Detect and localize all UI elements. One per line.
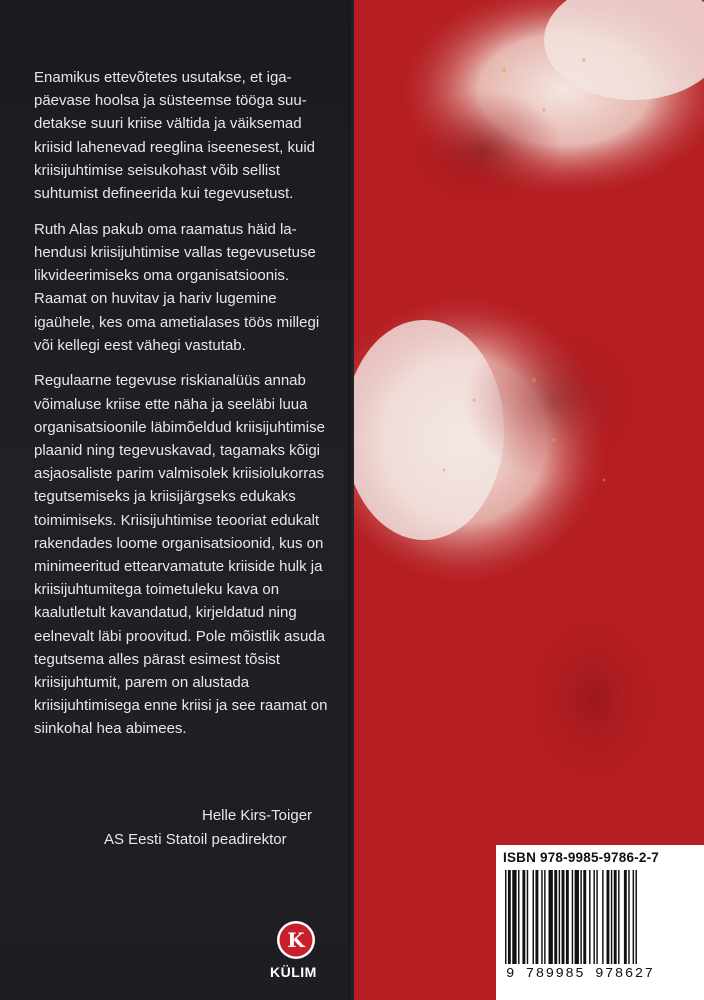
barcode-bar (508, 870, 511, 964)
barcode (503, 870, 695, 966)
barcode-bar (518, 870, 519, 964)
barcode-bar (562, 870, 565, 964)
barcode-bar (572, 870, 573, 964)
barcode-bar (549, 870, 553, 964)
barcode-bar (544, 870, 545, 964)
barcode-bar (533, 870, 534, 964)
isbn-number: ISBN 978-9985-9786-2-7 (503, 850, 659, 865)
barcode-bar (628, 870, 629, 964)
barcode-bar (559, 870, 560, 964)
barcode-bar (607, 870, 610, 964)
barcode-digits: 9 789985 978627 (506, 966, 655, 982)
barcode-bar (505, 870, 506, 964)
barcode-bar (611, 870, 612, 964)
barcode-bar (522, 870, 525, 964)
barcode-bar (575, 870, 579, 964)
barcode-bar (535, 870, 538, 964)
publisher-name: KÜLIM (270, 964, 317, 980)
barcode-bar (624, 870, 627, 964)
barcode-bar (633, 870, 634, 964)
blurb-text (34, 66, 330, 753)
barcode-bar (527, 870, 528, 964)
barcode-bar (512, 870, 516, 964)
barcode-bar (602, 870, 603, 964)
barcode-bar (580, 870, 581, 964)
signature-name: Helle Kirs-Toiger (202, 807, 313, 824)
barcode-bar (636, 870, 637, 964)
barcode-bar (583, 870, 586, 964)
barcode-bar (596, 870, 597, 964)
barcode-bar (614, 870, 617, 964)
signature-title: AS Eesti Statoil peadirektor (104, 831, 287, 848)
barcode-bar (593, 870, 594, 964)
blurb-paragraph-1: Enamikus ettevõtetes usutakse, et igapäevase hoolsa ja süsteemse tööga suudetakse suuri kriise vältida ja väiksemad kriisid lahenevad reeglina iseenesest, kuid kriisijuhtimise seisukohast võib sellist suhtumist defineerida kui tegevusetust. (34, 69, 316, 203)
barcode-bar (618, 870, 619, 964)
barcode-bar (589, 870, 590, 964)
blurb-paragraph-3: Regulaarne tegevuse riskianalüüs annab võimaluse kriise ette näha ja seeläbi luua organisatsioonile läbimõeldud kriisijuhtimise plaanid ning tegevuskavad, tagamaks kõigi asjaosaliste parim valmisolek kriisiolukorras tegutsemiseks ja kriisijärgseks edukaks toimimiseks. Kriisijuhtimise teooriat edukalt rakendades loome organisatsioonid, kus on minimeeritud ettearvamatute kriiside hulk ja kriisijuhtumitega toimetuleku kava on kaalutletult kavandatud, kirjeldatud ning eelnevalt läbi proovitud. Pole mõistlik asuda tegutsema alles pärast esimest tõsist kriisijuhtumit, parem on alustada kriisijuhtimisega enne kriisi ja see raamat on siinkohal hea abimees. (34, 372, 328, 738)
blurb-paragraph-2: Ruth Alas pakub oma raamatus häid lahendusi kriisijuhtimise vallas tegevusetuse likvideerimiseks oma organisatsioonis. Raamat on huvitav ja hariv lugemine igaühele, kes oma ametialases töös millegi või kellegi eest vähegi vastutab. (34, 220, 320, 354)
barcode-bar (554, 870, 557, 964)
barcode-bar (541, 870, 542, 964)
barcode-bar (566, 870, 569, 964)
publisher-logo-letter: K (287, 928, 305, 952)
publisher-logo-icon (276, 920, 316, 960)
